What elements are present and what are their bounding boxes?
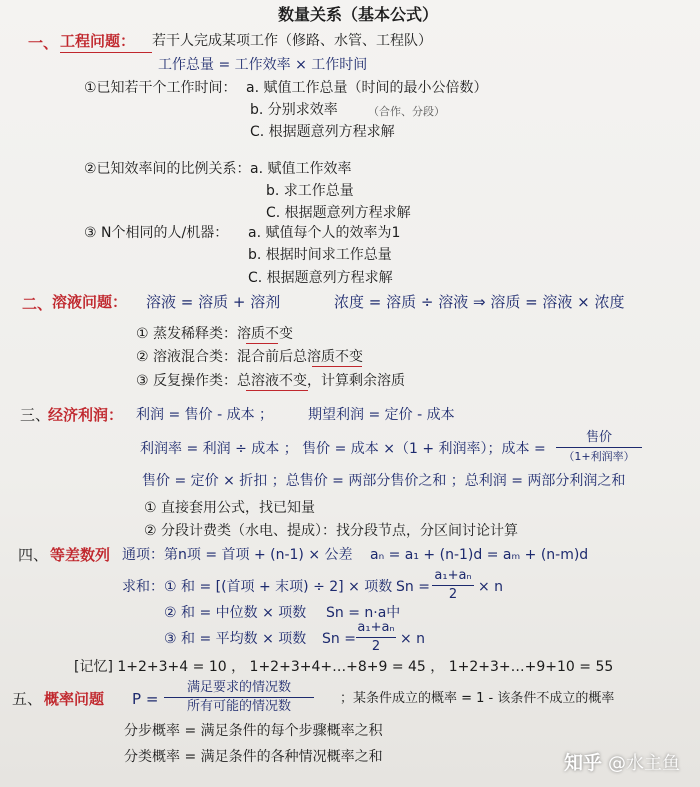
sum-1-rhs: × n bbox=[478, 579, 504, 595]
section-1-description: 若干人完成某项工作（修路、水管、工程队） bbox=[152, 33, 432, 49]
stepwise-probability: 分步概率 = 满足条件的每个步骤概率之积 bbox=[124, 723, 383, 739]
section-1-number: 一、 bbox=[28, 34, 59, 52]
section-4-number: 四、 bbox=[18, 546, 49, 564]
cost-fraction-numerator: 售价 bbox=[585, 430, 612, 445]
section-1-underline bbox=[60, 52, 152, 53]
sum-method-3: ③ 和 = 平均数 × 项数 bbox=[164, 631, 307, 647]
case-3-step-a: a. 赋值每个人的效率为1 bbox=[248, 225, 401, 241]
general-term-formula: 通项：第n项 = 首项 + (n-1) × 公差 bbox=[122, 547, 353, 563]
probability-fraction bbox=[164, 680, 314, 715]
section-3-heading: 经济利润： bbox=[48, 406, 124, 424]
case-2-step-b: b. 求工作总量 bbox=[266, 183, 354, 199]
sum-1-lhs: Sn = bbox=[396, 579, 430, 595]
case-3-step-b: b. 根据时间求工作总量 bbox=[248, 247, 392, 263]
work-formula: 工作总量 = 工作效率 × 工作时间 bbox=[158, 57, 368, 73]
cost-fraction-denominator: （1+利润率） bbox=[563, 450, 635, 463]
section-4-heading: 等差数列 bbox=[50, 546, 111, 564]
sum-method-1: 求和：① 和 = [(首项 + 末项) ÷ 2] × 项数 bbox=[122, 579, 393, 595]
profit-rate-formula: 利润率 = 利润 ÷ 成本 ； 售价 = 成本 ×（1 + 利润率）；成本 = bbox=[140, 441, 546, 457]
solution-type-1: ① 蒸发稀释类：溶质不变 bbox=[136, 326, 294, 342]
section-3-number: 三、 bbox=[20, 406, 51, 424]
probability-denominator: 所有可能的情况数 bbox=[186, 699, 291, 714]
sum-2-formula: Sn = n·a中 bbox=[326, 605, 401, 621]
sum-method-2: ② 和 = 中位数 × 项数 bbox=[164, 605, 307, 621]
memory-tip: [记忆] 1+2+3+4 = 10 ， 1+2+3+4+…+8+9 = 45 ， 1+2+3+…+9+10 = 55 bbox=[74, 659, 614, 675]
page-title: 数量关系（基本公式） bbox=[278, 5, 439, 24]
solution-formula: 溶液 = 溶质 + 溶剂 bbox=[146, 293, 281, 311]
sum-3-fraction bbox=[356, 620, 396, 655]
solution-type-1-underline bbox=[246, 343, 278, 344]
sum-1-fraction bbox=[432, 568, 474, 603]
concentration-formula: 浓度 = 溶质 ÷ 溶液 ⇒ 溶质 = 溶液 × 浓度 bbox=[334, 293, 625, 311]
expected-profit-formula: 期望利润 = 定价 - 成本 bbox=[308, 407, 455, 423]
profit-formula: 利润 = 售价 - 成本 ； bbox=[136, 407, 274, 423]
probability-lhs: P = bbox=[132, 690, 159, 708]
sum-3-denominator: 2 bbox=[371, 639, 381, 654]
general-term-expression: aₙ = a₁ + (n-1)d = aₘ + (n-m)d bbox=[370, 547, 589, 563]
zhihu-logo: 知乎 bbox=[563, 752, 602, 774]
profit-method-1: ① 直接套用公式，找已知量 bbox=[144, 500, 316, 516]
section-5-number: 五、 bbox=[12, 690, 43, 708]
case-1-step-a: a. 赋值工作总量（时间的最小公倍数） bbox=[246, 80, 488, 96]
section-1-heading: 工程问题： bbox=[60, 32, 136, 50]
case-1-step-c: C. 根据题意列方程求解 bbox=[250, 124, 395, 140]
solution-type-3-underline bbox=[246, 390, 308, 391]
watermark bbox=[564, 748, 680, 775]
case-1-step-b: b. 分别求效率 bbox=[250, 102, 338, 118]
solution-type-2: ② 溶液混合类：混合前后总溶质不变 bbox=[136, 349, 364, 365]
sum-3-lhs: Sn = bbox=[322, 631, 356, 647]
case-2-step-a: a. 赋值工作效率 bbox=[250, 161, 352, 177]
solution-type-3: ③ 反复操作类：总溶液不变，计算剩余溶质 bbox=[136, 373, 405, 389]
sum-1-numerator: a₁+aₙ bbox=[434, 568, 472, 583]
cost-fraction bbox=[556, 430, 642, 465]
watermark-user: @水主鱼 bbox=[608, 752, 680, 774]
sum-3-numerator: a₁+aₙ bbox=[357, 620, 395, 635]
fraction-bar bbox=[556, 447, 642, 448]
case-3-label: ③ N个相同的人/机器： bbox=[84, 225, 229, 241]
section-2-number: 二、 bbox=[22, 295, 53, 313]
fraction-bar bbox=[164, 697, 314, 698]
probability-note: ；某条件成立的概率 = 1 - 该条件不成立的概率 bbox=[340, 691, 615, 706]
categorical-probability: 分类概率 = 满足条件的各种情况概率之和 bbox=[124, 749, 383, 765]
case-1-label: ①已知若干个工作时间： bbox=[84, 80, 237, 96]
fraction-bar bbox=[356, 637, 396, 638]
fraction-bar bbox=[432, 585, 474, 586]
case-1-step-b-note: （合作、分段） bbox=[368, 105, 445, 118]
solution-type-2-underline bbox=[312, 366, 362, 367]
case-2-step-c: C. 根据题意列方程求解 bbox=[266, 205, 411, 221]
case-3-step-c: C. 根据题意列方程求解 bbox=[248, 270, 393, 286]
sum-3-rhs: × n bbox=[400, 631, 426, 647]
section-2-heading: 溶液问题： bbox=[52, 293, 128, 311]
profit-method-2: ② 分段计费类（水电、提成）：找分段节点，分区间讨论计算 bbox=[144, 523, 518, 539]
sale-price-formula: 售价 = 定价 × 折扣 ；总售价 = 两部分售价之和 ；总利润 = 两部分利润之和 bbox=[142, 473, 626, 489]
case-2-label: ②已知效率间的比例关系： bbox=[84, 161, 251, 177]
section-5-heading: 概率问题 bbox=[44, 690, 105, 708]
probability-numerator: 满足要求的情况数 bbox=[186, 680, 291, 695]
sum-1-denominator: 2 bbox=[448, 587, 458, 602]
